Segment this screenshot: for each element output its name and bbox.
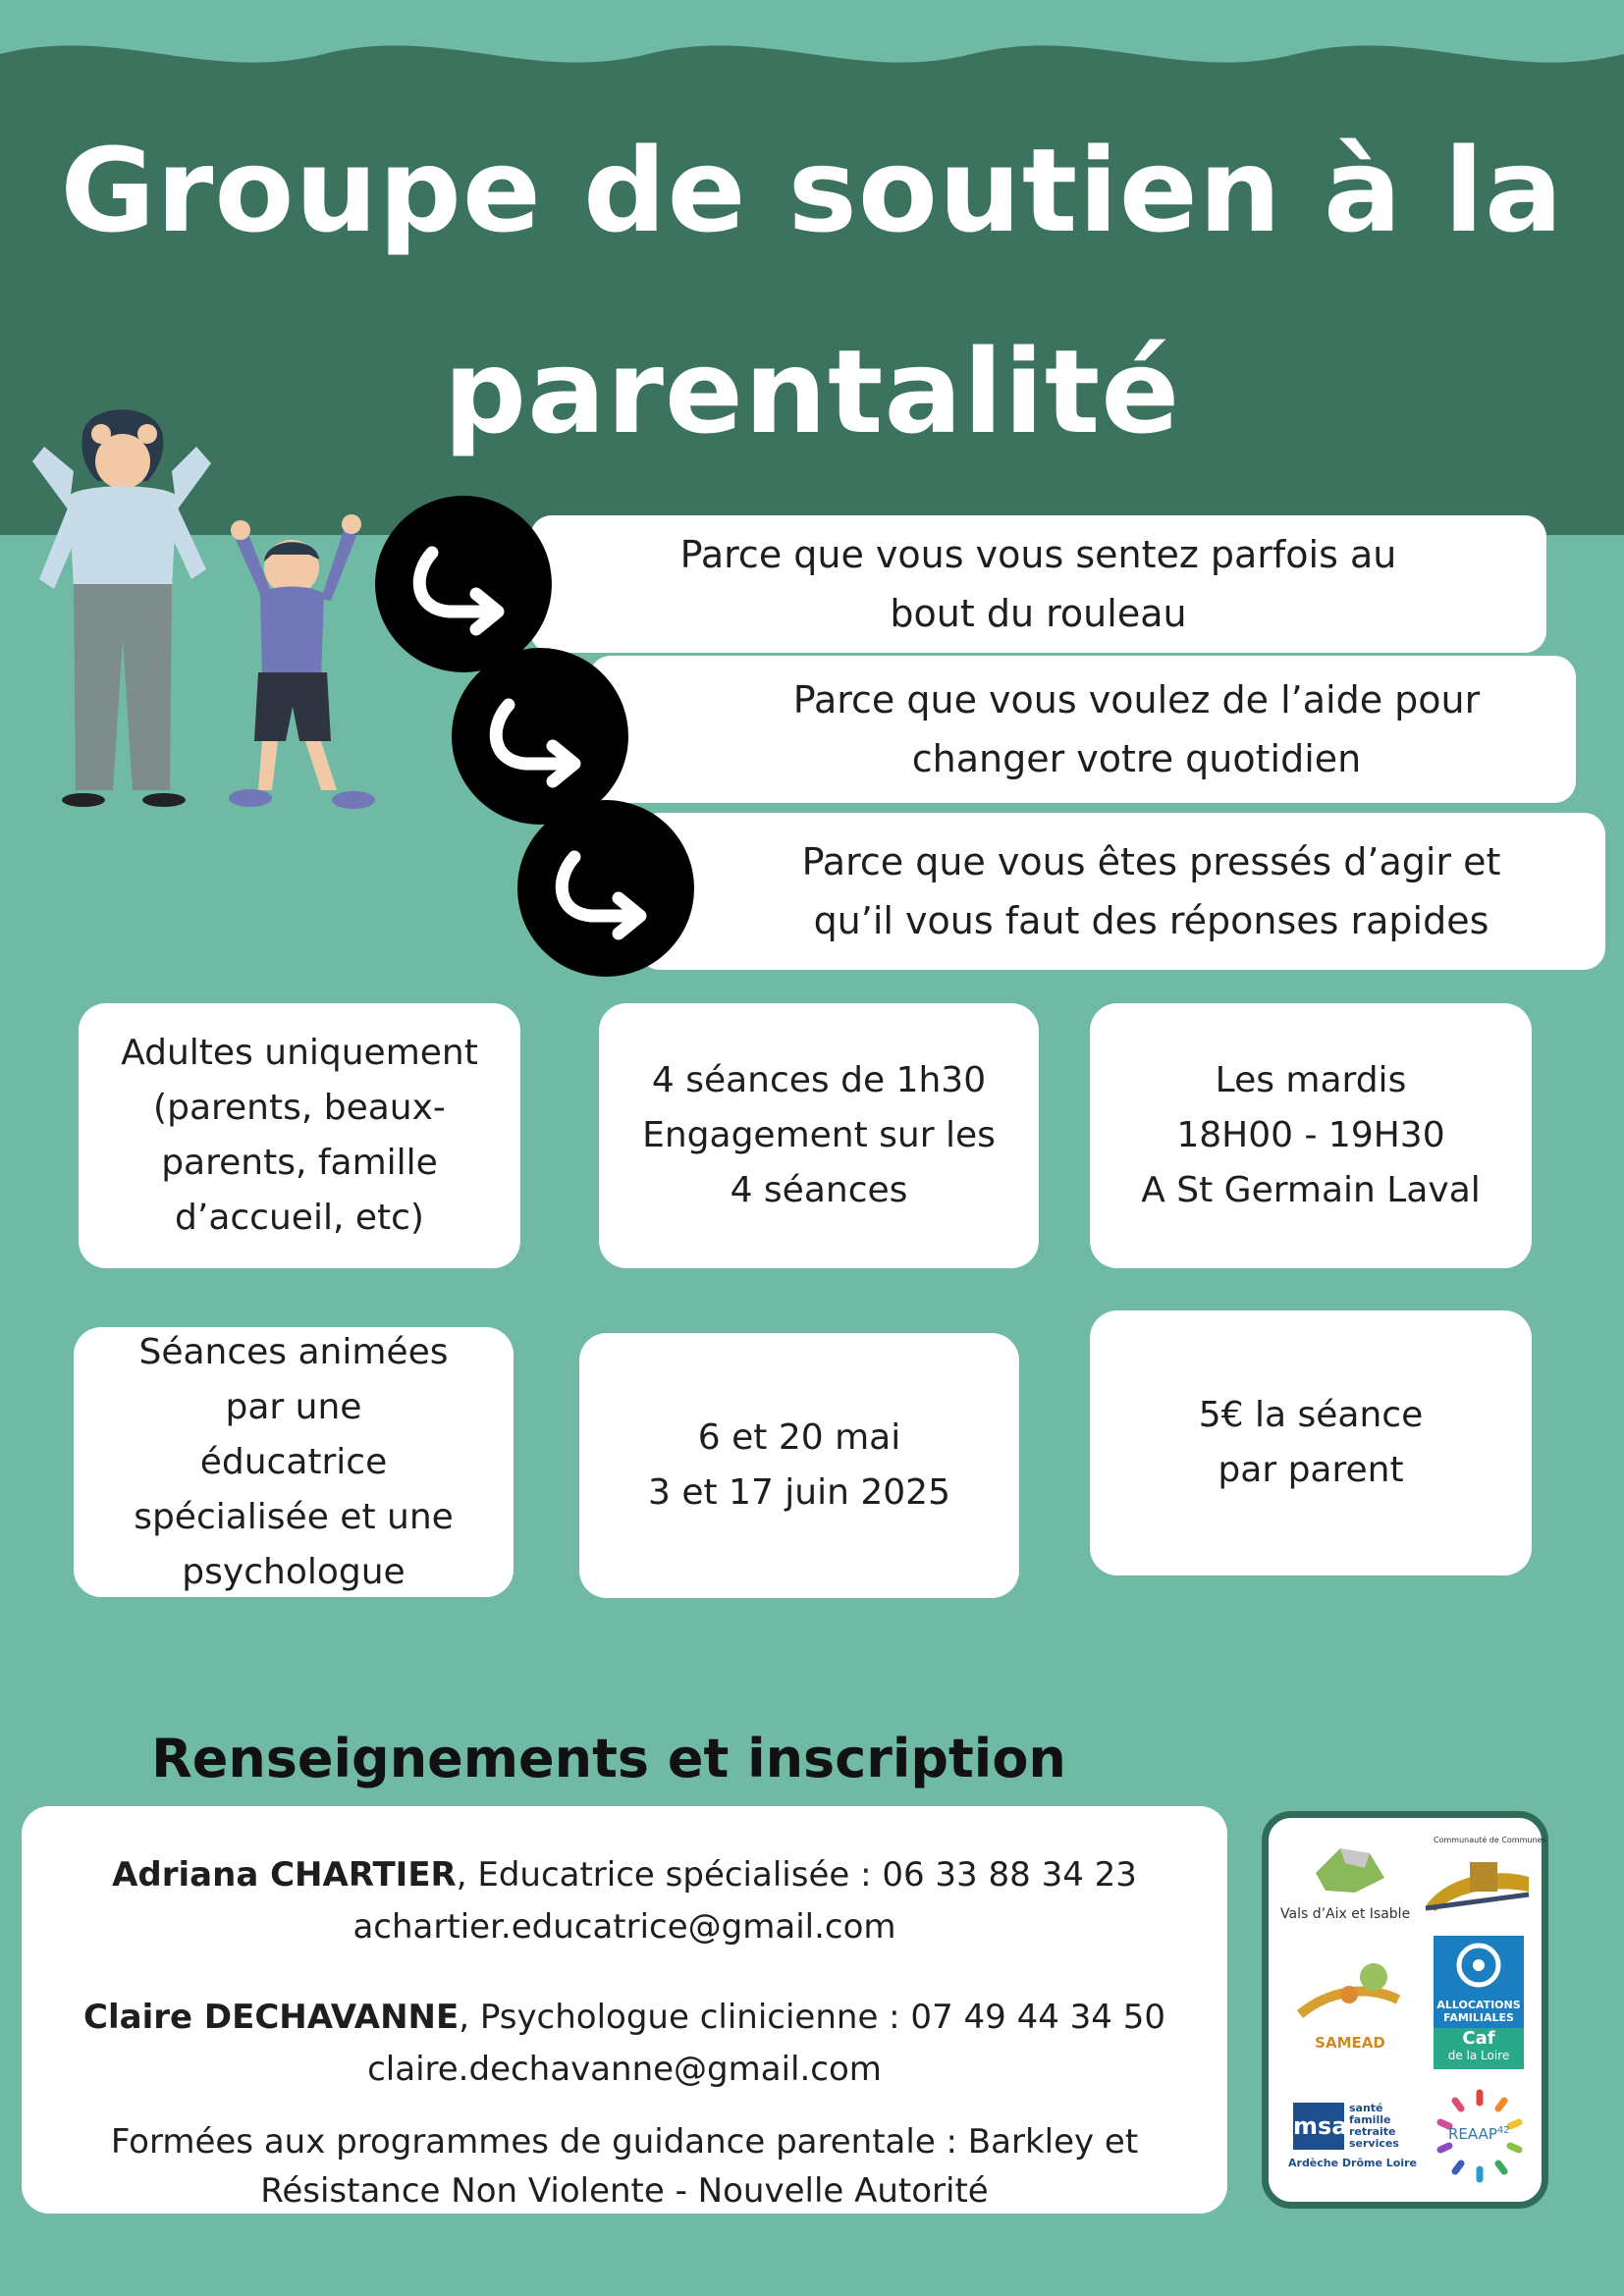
caf-line-2: FAMILIALES (1443, 2011, 1514, 2024)
info-card-price (1090, 1310, 1532, 1575)
reason-box-1 (530, 515, 1546, 653)
info-card-schedule (1090, 1003, 1532, 1268)
msa-line-1: santé (1349, 2102, 1383, 2114)
training-line-2: Résistance Non Violente - Nouvelle Autorité (260, 2171, 989, 2211)
info-card-facilitators (74, 1327, 514, 1597)
page-title-line-1: Groupe de soutien à la (60, 123, 1564, 258)
contact-person-2 (22, 1998, 1227, 2037)
vals-caption: Vals d’Aix et Isable (1280, 1906, 1411, 1922)
reason-1-line-2: bout du rouleau (890, 592, 1187, 635)
person-1-name: Adriana CHARTIER (112, 1855, 457, 1895)
info-card-audience (79, 1003, 520, 1268)
person-2-email[interactable]: claire.dechavanne@gmail.com (367, 2050, 882, 2089)
reason-3-line-2: qu’il vous faut des réponses rapides (813, 899, 1489, 942)
caf-footer (1434, 2028, 1524, 2069)
info-card-sessions (599, 1003, 1039, 1268)
caf-line-4: de la Loire (1447, 2049, 1510, 2062)
caf-logo (1434, 1936, 1524, 2068)
communaute-communes-logo (1416, 1836, 1546, 1916)
child-figure (229, 514, 375, 809)
reason-1-line-1: Parce que vous vous sentez parfois au (679, 533, 1397, 576)
samead-caption: SAMEAD (1315, 2034, 1385, 2052)
reason-box-2 (589, 656, 1576, 803)
msa-line-3: retraite (1349, 2125, 1396, 2138)
reaap-caption (1448, 2125, 1510, 2143)
reason-2-line-2: changer votre quotidien (911, 737, 1362, 780)
reaap-label: REAAP (1448, 2125, 1497, 2143)
caf-line-1: ALLOCATIONS (1436, 1999, 1521, 2011)
info-card-dates (579, 1333, 1019, 1598)
reason-2-line-1: Parce que vous voulez de l’aide pour (792, 678, 1481, 721)
audience-text: Adultes uniquement (parents, beaux- parents, famille d’accueil, etc) (121, 1033, 478, 1238)
reaap-number: 42 (1496, 2125, 1510, 2136)
partner-logos-panel (1262, 1811, 1548, 2209)
person-2-role: , Psychologue clinicienne : 07 49 44 34 50 (459, 1998, 1165, 2037)
facilitators-text: Séances animées par une éducatrice spécialisée et une psychologue (134, 1331, 454, 1592)
person-2-name: Claire DECHAVANNE (83, 1998, 460, 2037)
msa-line-2: famille (1349, 2113, 1391, 2126)
curved-arrow-icon (375, 496, 552, 672)
communaute-caption: Communauté de Communes (1434, 1836, 1546, 1844)
sessions-text: 4 séances de 1h30 Engagement sur les 4 séances (642, 1060, 996, 1210)
caf-line-3: Caf (1462, 2028, 1495, 2049)
msa-tagline (1349, 2103, 1399, 2150)
msa-logo: msa (1293, 2103, 1344, 2150)
page-title-line-2: parentalité (443, 324, 1181, 459)
vals-aix-isable-logo (1296, 1834, 1404, 1902)
contact-box (22, 1806, 1227, 2214)
reason-3-line-1: Parce que vous êtes pressés d’agir et (801, 840, 1501, 883)
person-1-email[interactable]: achartier.educatrice@gmail.com (352, 1907, 896, 1947)
price-text: 5€ la séance par parent (1198, 1395, 1424, 1490)
schedule-text: Les mardis 18H00 - 19H30 A St Germain Laval (1141, 1060, 1481, 1210)
msa-line-4: services (1349, 2137, 1399, 2150)
adult-figure (32, 409, 211, 807)
contact-section-title: Renseignements et inscription (151, 1728, 1066, 1789)
training-line-1: Formées aux programmes de guidance parentale : Barkley et (110, 2122, 1139, 2162)
parent-child-illustration (15, 393, 388, 825)
curved-arrow-icon (452, 648, 628, 825)
caf-family-icon (1434, 1936, 1524, 1995)
contact-person-1 (22, 1855, 1227, 1895)
person-1-role: , Educatrice spécialisée : 06 33 88 34 23 (456, 1855, 1137, 1895)
reason-box-3 (638, 813, 1605, 970)
msa-region: Ardèche Drôme Loire (1288, 2157, 1418, 2169)
dates-text: 6 et 20 mai 3 et 17 juin 2025 (647, 1417, 950, 1513)
curved-arrow-icon (517, 800, 694, 977)
